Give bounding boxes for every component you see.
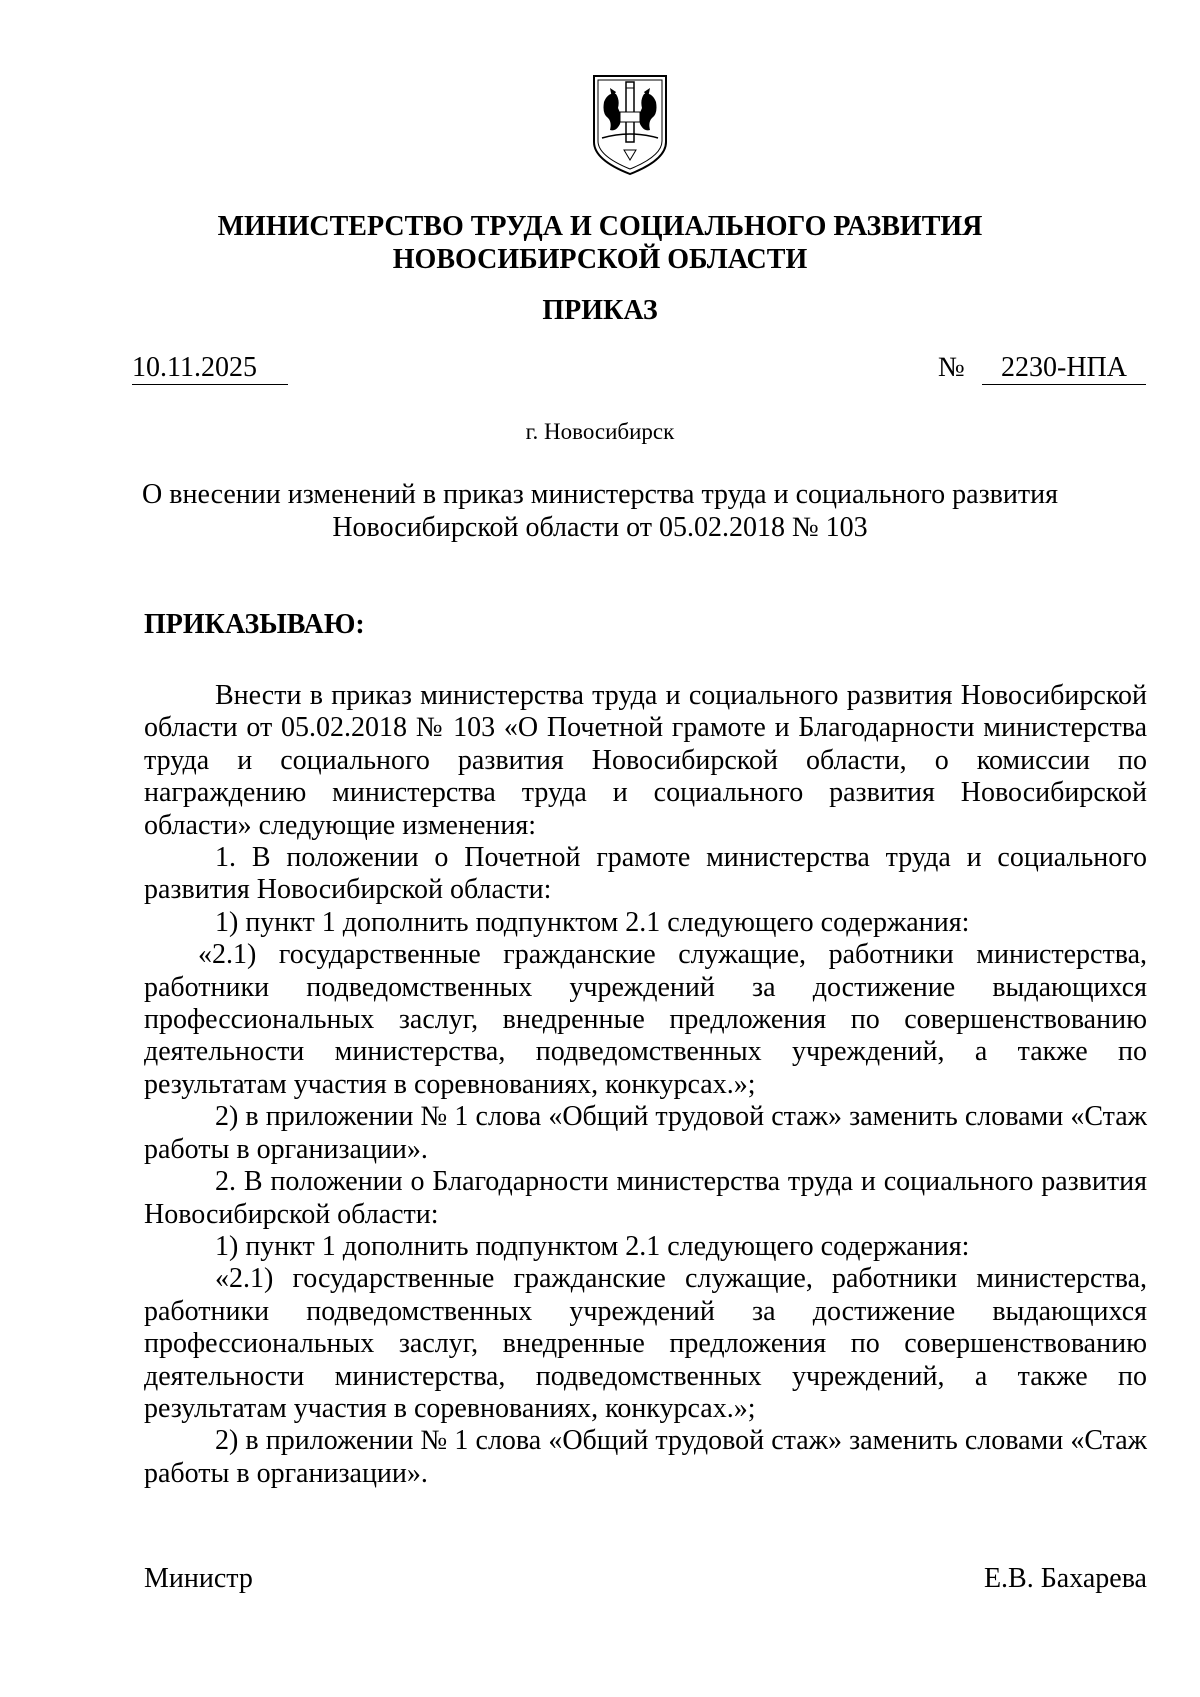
body-paragraph: 2) в приложении № 1 слова «Общий трудовой стаж» заменить словами «Стаж работы в организации». bbox=[144, 1425, 1147, 1489]
body-paragraph: Внести в приказ министерства труда и социального развития Новосибирской области от 05.02.2018 № 103 «О Почетной грамоте и Благодарности министерства труда и социального развития Новосибирской области, о комиссии по награждению министерства труда и социального развития Новосибирской области» следующие изменения: bbox=[144, 680, 1147, 841]
order-heading: ПРИКАЗЫВАЮ: bbox=[144, 609, 365, 640]
body-paragraph: 1. В положении о Почетной грамоте министерства труда и социального развития Новосибирской области: bbox=[144, 842, 1147, 906]
subject-line2: Новосибирской области от 05.02.2018 № 103 bbox=[332, 512, 868, 543]
document-date: 10.11.2025 bbox=[132, 352, 288, 385]
city: г. Новосибирск bbox=[525, 419, 675, 444]
number-label: № bbox=[938, 352, 965, 383]
coat-of-arms-icon bbox=[590, 72, 670, 178]
body-paragraph: «2.1) государственные гражданские служащие, работники министерства, работники подведомственных учреждений за достижение выдающихся профессиональных заслуг, внедренные предложения по совершенствованию деятельности министерства, подведомственных учреждений, а также по результатам участия в соревнованиях, конкурсах.»; bbox=[144, 939, 1147, 1100]
document-subject bbox=[0, 478, 1200, 544]
body-paragraph: 2. В положении о Благодарности министерства труда и социального развития Новосибирской области: bbox=[144, 1166, 1147, 1230]
body-paragraph: 1) пункт 1 дополнить подпунктом 2.1 следующего содержания: bbox=[215, 1230, 970, 1262]
document-body bbox=[144, 680, 1147, 1490]
body-paragraph: «2.1) государственные гражданские служащие, работники министерства, работники подведомственных учреждений за достижение выдающихся профессиональных заслуг, внедренные предложения по совершенствованию деятельности министерства, подведомственных учреждений, а также по результатам участия в соревнованиях, конкурсах.»; bbox=[144, 1263, 1147, 1424]
body-paragraph: 1) пункт 1 дополнить подпунктом 2.1 следующего содержания: bbox=[215, 906, 970, 938]
ministry-name-line1: МИНИСТЕРСТВО ТРУДА И СОЦИАЛЬНОГО РАЗВИТИЯ bbox=[217, 211, 983, 242]
ministry-name bbox=[0, 210, 1200, 276]
ministry-name-line2: НОВОСИБИРСКОЙ ОБЛАСТИ bbox=[392, 244, 808, 275]
body-paragraph: 2) в приложении № 1 слова «Общий трудовой стаж» заменить словами «Стаж работы в организации». bbox=[144, 1101, 1147, 1165]
document-number: 2230-НПА bbox=[982, 352, 1146, 385]
document-type: ПРИКАЗ bbox=[542, 295, 658, 326]
subject-line1: О внесении изменений в приказ министерства труда и социального развития bbox=[142, 479, 1058, 510]
signatory-position: Министр bbox=[144, 1563, 253, 1594]
signatory-name: Е.В. Бахарева bbox=[983, 1563, 1147, 1594]
